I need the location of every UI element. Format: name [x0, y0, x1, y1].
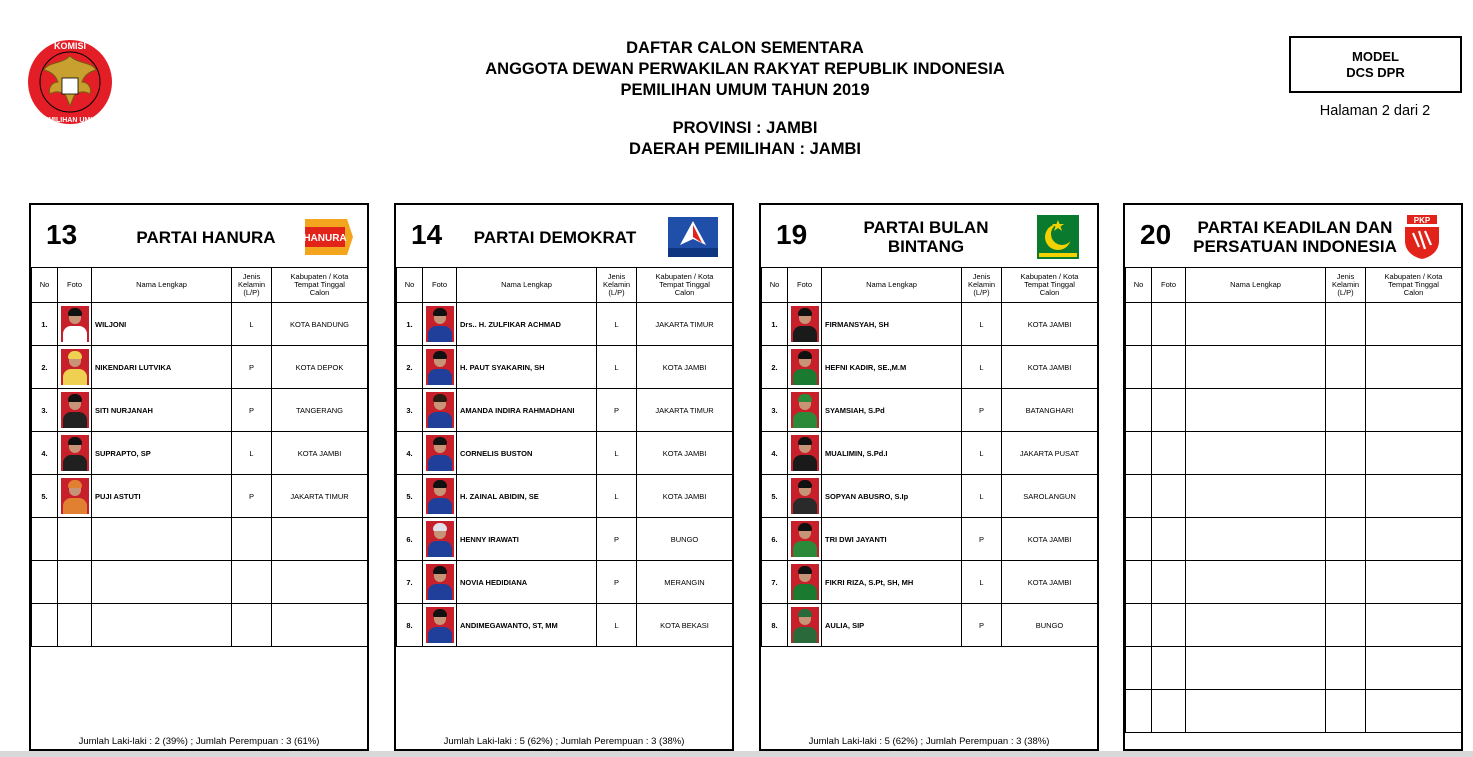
- candidate-gender: P: [962, 604, 1002, 647]
- portrait-icon: [426, 306, 454, 342]
- col-city: [637, 268, 733, 303]
- empty-row: [1126, 604, 1462, 647]
- candidate-photo: [58, 303, 92, 346]
- gender-summary: Jumlah Laki-laki : 2 (39%) ; Jumlah Perempuan : 3 (61%): [78, 736, 320, 747]
- candidate-number: 1.: [762, 303, 788, 346]
- empty-row: [1126, 389, 1462, 432]
- svg-text:HANURA: HANURA: [303, 233, 347, 244]
- party-panel-20: [1123, 203, 1463, 751]
- candidate-gender: L: [597, 346, 637, 389]
- party-number: 14: [411, 219, 443, 250]
- candidate-city: KOTA JAMBI: [1002, 346, 1098, 389]
- pkp-logo-icon: [1395, 215, 1449, 259]
- candidate-city: TANGERANG: [272, 389, 368, 432]
- col-city: [1366, 268, 1462, 303]
- table-row: [762, 346, 1098, 389]
- candidate-name: ANDIMEGAWANTO, ST, MM: [457, 604, 597, 647]
- table-row: [32, 346, 368, 389]
- candidate-number: 7.: [397, 561, 423, 604]
- title-line-1: DAFTAR CALON SEMENTARA: [626, 39, 864, 57]
- candidate-city: SAROLANGUN: [1002, 475, 1098, 518]
- candidate-city: KOTA BEKASI: [637, 604, 733, 647]
- party-name: [460, 215, 650, 259]
- candidate-name: TRI DWI JAYANTI: [822, 518, 962, 561]
- kpu-seal-icon: [26, 34, 114, 130]
- svg-text:PKP: PKP: [1413, 216, 1431, 225]
- candidate-city: KOTA JAMBI: [637, 432, 733, 475]
- party-name-line-1: PARTAI DEMOKRAT: [473, 227, 637, 247]
- portrait-icon: [791, 607, 819, 643]
- svg-text:PEMILIHAN UMUM: PEMILIHAN UMUM: [38, 117, 102, 124]
- candidate-name: H. ZAINAL ABIDIN, SE: [457, 475, 597, 518]
- col-gender-line-1: Jenis: [1336, 272, 1355, 281]
- candidate-photo: [58, 475, 92, 518]
- party-name: [1181, 215, 1409, 259]
- empty-row: [1126, 346, 1462, 389]
- col-gender-line-2: Kelamin: [967, 280, 996, 289]
- party-name-line-1: PARTAI HANURA: [136, 227, 276, 247]
- candidate-city: KOTA BANDUNG: [272, 303, 368, 346]
- candidate-gender: L: [597, 303, 637, 346]
- candidate-number: 8.: [762, 604, 788, 647]
- empty-row: [1126, 561, 1462, 604]
- table-row: [397, 346, 733, 389]
- candidate-name: NIKENDARI LUTVIKA: [92, 346, 232, 389]
- party-header: [396, 205, 732, 267]
- portrait-icon: [61, 435, 89, 471]
- party-header: [31, 205, 367, 267]
- candidate-gender: L: [962, 346, 1002, 389]
- col-gender-line-1: Jenis: [242, 272, 261, 281]
- model-line-1: MODEL: [1352, 49, 1399, 64]
- candidate-number: 2.: [397, 346, 423, 389]
- portrait-icon: [61, 392, 89, 428]
- candidate-city: KOTA DEPOK: [272, 346, 368, 389]
- empty-row: [1126, 647, 1462, 690]
- empty-row: [32, 604, 368, 647]
- portrait-icon: [791, 349, 819, 385]
- col-city: [272, 268, 368, 303]
- portrait-icon: [426, 349, 454, 385]
- candidate-number: 5.: [762, 475, 788, 518]
- candidate-name: HEFNI KADIR, SE.,M.M: [822, 346, 962, 389]
- candidate-name: SITI NURJANAH: [92, 389, 232, 432]
- candidate-city: JAKARTA TIMUR: [637, 303, 733, 346]
- candidate-gender: P: [232, 346, 272, 389]
- col-name: Nama Lengkap: [822, 268, 962, 303]
- candidate-name: MUALIMIN, S.Pd.I: [822, 432, 962, 475]
- col-gender-line-3: (L/P): [243, 288, 260, 297]
- candidate-city: KOTA JAMBI: [1002, 561, 1098, 604]
- candidate-name: AULIA, SIP: [822, 604, 962, 647]
- table-row: [762, 561, 1098, 604]
- empty-row: [1126, 303, 1462, 346]
- candidate-gender: L: [962, 475, 1002, 518]
- candidate-gender: P: [232, 389, 272, 432]
- candidate-gender: L: [232, 432, 272, 475]
- candidate-name: SYAMSIAH, S.Pd: [822, 389, 962, 432]
- col-gender-line-3: (L/P): [608, 288, 625, 297]
- candidate-gender: P: [962, 389, 1002, 432]
- candidate-number: 8.: [397, 604, 423, 647]
- table-row: [762, 604, 1098, 647]
- candidate-table: [1125, 267, 1462, 733]
- candidate-gender: P: [597, 518, 637, 561]
- party-name-line-1: PARTAI KEADILAN DAN: [1197, 218, 1393, 237]
- document-title: [380, 38, 1110, 160]
- candidate-name: PUJI ASTUTI: [92, 475, 232, 518]
- model-box: [1289, 36, 1462, 93]
- candidate-gender: L: [232, 303, 272, 346]
- candidate-photo: [423, 604, 457, 647]
- candidate-number: 2.: [32, 346, 58, 389]
- svg-text:KOMISI: KOMISI: [53, 41, 87, 51]
- party-number: 20: [1140, 219, 1172, 250]
- candidate-city: BATANGHARI: [1002, 389, 1098, 432]
- col-city-line-1: Kabupaten / Kota: [655, 272, 714, 281]
- col-no: No: [397, 268, 423, 303]
- col-gender: [597, 268, 637, 303]
- page-indicator: Halaman 2 dari 2: [1319, 103, 1431, 119]
- candidate-city: BUNGO: [1002, 604, 1098, 647]
- table-row: [397, 389, 733, 432]
- candidate-gender: L: [597, 475, 637, 518]
- party-header: [1125, 205, 1461, 267]
- col-gender-line-2: Kelamin: [602, 280, 631, 289]
- candidate-photo: [423, 475, 457, 518]
- table-row: [397, 475, 733, 518]
- candidate-number: 6.: [762, 518, 788, 561]
- portrait-icon: [791, 392, 819, 428]
- candidate-city: JAKARTA PUSAT: [1002, 432, 1098, 475]
- party-name: [101, 215, 311, 259]
- candidate-name: WILJONI: [92, 303, 232, 346]
- candidate-photo: [788, 561, 822, 604]
- col-gender-line-3: (L/P): [1337, 288, 1354, 297]
- col-gender: [232, 268, 272, 303]
- col-gender-line-2: Kelamin: [1331, 280, 1360, 289]
- col-city-line-2: Tempat Tinggal: [294, 280, 345, 289]
- table-row: [762, 475, 1098, 518]
- empty-row: [32, 518, 368, 561]
- candidate-number: 4.: [32, 432, 58, 475]
- candidate-city: KOTA JAMBI: [637, 475, 733, 518]
- title-line-3: PEMILIHAN UMUM TAHUN 2019: [620, 81, 870, 99]
- candidate-photo: [788, 303, 822, 346]
- candidate-city: KOTA JAMBI: [272, 432, 368, 475]
- portrait-icon: [426, 435, 454, 471]
- col-city-line-2: Tempat Tinggal: [1388, 280, 1439, 289]
- table-row: [397, 604, 733, 647]
- party-panel-14: [394, 203, 734, 751]
- col-gender: [1326, 268, 1366, 303]
- col-gender: [962, 268, 1002, 303]
- candidate-number: 3.: [762, 389, 788, 432]
- party-name: [831, 215, 1021, 259]
- candidate-name: FIRMANSYAH, SH: [822, 303, 962, 346]
- candidate-photo: [788, 346, 822, 389]
- table-row: [32, 475, 368, 518]
- district-label: DAERAH PEMILIHAN : JAMBI: [629, 140, 861, 158]
- candidate-gender: P: [232, 475, 272, 518]
- table-row: [762, 303, 1098, 346]
- col-photo: Foto: [423, 268, 457, 303]
- empty-row: [32, 561, 368, 604]
- portrait-icon: [426, 607, 454, 643]
- candidate-city: JAKARTA TIMUR: [637, 389, 733, 432]
- province-label: PROVINSI : JAMBI: [672, 119, 818, 137]
- candidate-photo: [423, 389, 457, 432]
- empty-row: [1126, 518, 1462, 561]
- col-no: No: [32, 268, 58, 303]
- table-row: [762, 432, 1098, 475]
- candidate-gender: P: [597, 389, 637, 432]
- portrait-icon: [791, 478, 819, 514]
- col-photo: Foto: [58, 268, 92, 303]
- col-no: No: [762, 268, 788, 303]
- col-name: Nama Lengkap: [457, 268, 597, 303]
- col-photo: Foto: [1152, 268, 1186, 303]
- candidate-photo: [788, 604, 822, 647]
- candidate-gender: P: [962, 518, 1002, 561]
- candidate-name: FIKRI RIZA, S.Pt, SH, MH: [822, 561, 962, 604]
- candidate-table: [396, 267, 733, 647]
- table-row: [32, 432, 368, 475]
- col-city-line-1: Kabupaten / Kota: [1020, 272, 1079, 281]
- candidate-photo: [788, 518, 822, 561]
- gender-summary: Jumlah Laki-laki : 5 (62%) ; Jumlah Perempuan : 3 (38%): [443, 736, 685, 747]
- model-line-2: DCS DPR: [1346, 65, 1405, 80]
- candidate-name: HENNY IRAWATI: [457, 518, 597, 561]
- col-city-line-3: Calon: [309, 288, 330, 297]
- candidate-photo: [423, 432, 457, 475]
- candidate-city: MERANGIN: [637, 561, 733, 604]
- candidate-number: 6.: [397, 518, 423, 561]
- gender-summary: Jumlah Laki-laki : 5 (62%) ; Jumlah Perempuan : 3 (38%): [808, 736, 1050, 747]
- portrait-icon: [61, 306, 89, 342]
- candidate-gender: L: [597, 432, 637, 475]
- candidate-gender: L: [597, 604, 637, 647]
- col-city-line-2: Tempat Tinggal: [659, 280, 710, 289]
- candidate-photo: [423, 561, 457, 604]
- candidate-number: 4.: [397, 432, 423, 475]
- demokrat-logo-icon: [666, 215, 720, 259]
- col-photo: Foto: [788, 268, 822, 303]
- party-number: 19: [776, 219, 808, 250]
- candidate-table: [31, 267, 368, 647]
- empty-row: [1126, 690, 1462, 733]
- candidate-gender: L: [962, 561, 1002, 604]
- candidate-name: SUPRAPTO, SP: [92, 432, 232, 475]
- table-row: [32, 303, 368, 346]
- candidate-photo: [58, 389, 92, 432]
- candidate-photo: [788, 389, 822, 432]
- empty-row: [1126, 432, 1462, 475]
- portrait-icon: [791, 564, 819, 600]
- portrait-icon: [61, 478, 89, 514]
- candidate-photo: [423, 518, 457, 561]
- hanura-logo-icon: [301, 215, 355, 259]
- candidate-number: 5.: [397, 475, 423, 518]
- candidate-city: BUNGO: [637, 518, 733, 561]
- col-gender-line-2: Kelamin: [237, 280, 266, 289]
- empty-row: [1126, 475, 1462, 518]
- col-city: [1002, 268, 1098, 303]
- candidate-name: SOPYAN ABUSRO, S.Ip: [822, 475, 962, 518]
- col-city-line-1: Kabupaten / Kota: [1384, 272, 1443, 281]
- candidate-number: 1.: [397, 303, 423, 346]
- candidate-name: NOVIA HEDIDIANA: [457, 561, 597, 604]
- candidate-name: Drs.. H. ZULFIKAR ACHMAD: [457, 303, 597, 346]
- col-city-line-1: Kabupaten / Kota: [290, 272, 349, 281]
- candidate-city: JAKARTA TIMUR: [272, 475, 368, 518]
- candidate-number: 4.: [762, 432, 788, 475]
- candidate-number: 1.: [32, 303, 58, 346]
- party-header: [761, 205, 1097, 267]
- table-row: [762, 389, 1098, 432]
- col-no: No: [1126, 268, 1152, 303]
- title-line-2: ANGGOTA DEWAN PERWAKILAN RAKYAT REPUBLIK INDONESIA: [485, 60, 1005, 78]
- party-number: 13: [46, 219, 78, 250]
- candidate-gender: L: [962, 303, 1002, 346]
- candidate-number: 3.: [32, 389, 58, 432]
- bottom-scroll-edge: [0, 751, 1473, 757]
- candidate-photo: [423, 346, 457, 389]
- candidate-number: 2.: [762, 346, 788, 389]
- candidate-name: H. PAUT SYAKARIN, SH: [457, 346, 597, 389]
- table-row: [32, 389, 368, 432]
- table-row: [397, 432, 733, 475]
- party-panel-13: [29, 203, 369, 751]
- candidate-photo: [423, 303, 457, 346]
- candidate-number: 5.: [32, 475, 58, 518]
- portrait-icon: [791, 306, 819, 342]
- candidate-gender: L: [962, 432, 1002, 475]
- party-name-line-2: BINTANG: [887, 237, 965, 256]
- portrait-icon: [426, 564, 454, 600]
- portrait-icon: [426, 521, 454, 557]
- col-city-line-3: Calon: [674, 288, 695, 297]
- portrait-icon: [426, 478, 454, 514]
- col-gender-line-1: Jenis: [607, 272, 626, 281]
- table-row: [762, 518, 1098, 561]
- col-city-line-2: Tempat Tinggal: [1024, 280, 1075, 289]
- portrait-icon: [791, 521, 819, 557]
- col-gender-line-3: (L/P): [973, 288, 990, 297]
- candidate-table: [761, 267, 1098, 647]
- candidate-photo: [788, 475, 822, 518]
- bulan-bintang-logo-icon: [1031, 215, 1085, 259]
- candidate-gender: P: [597, 561, 637, 604]
- table-row: [397, 518, 733, 561]
- col-name: Nama Lengkap: [92, 268, 232, 303]
- candidate-photo: [788, 432, 822, 475]
- col-gender-line-1: Jenis: [972, 272, 991, 281]
- table-row: [397, 303, 733, 346]
- col-city-line-3: Calon: [1403, 288, 1424, 297]
- candidate-city: KOTA JAMBI: [1002, 518, 1098, 561]
- candidate-city: KOTA JAMBI: [637, 346, 733, 389]
- table-row: [397, 561, 733, 604]
- candidate-number: 7.: [762, 561, 788, 604]
- party-name-line-1: PARTAI BULAN: [863, 218, 989, 237]
- candidate-photo: [58, 346, 92, 389]
- col-city-line-3: Calon: [1039, 288, 1060, 297]
- candidate-name: CORNELIS BUSTON: [457, 432, 597, 475]
- col-name: Nama Lengkap: [1186, 268, 1326, 303]
- candidate-name: AMANDA INDIRA RAHMADHANI: [457, 389, 597, 432]
- portrait-icon: [426, 392, 454, 428]
- portrait-icon: [791, 435, 819, 471]
- candidate-number: 3.: [397, 389, 423, 432]
- candidate-photo: [58, 432, 92, 475]
- candidate-city: KOTA JAMBI: [1002, 303, 1098, 346]
- party-name-line-2: PERSATUAN INDONESIA: [1193, 237, 1397, 256]
- party-panel-19: [759, 203, 1099, 751]
- portrait-icon: [61, 349, 89, 385]
